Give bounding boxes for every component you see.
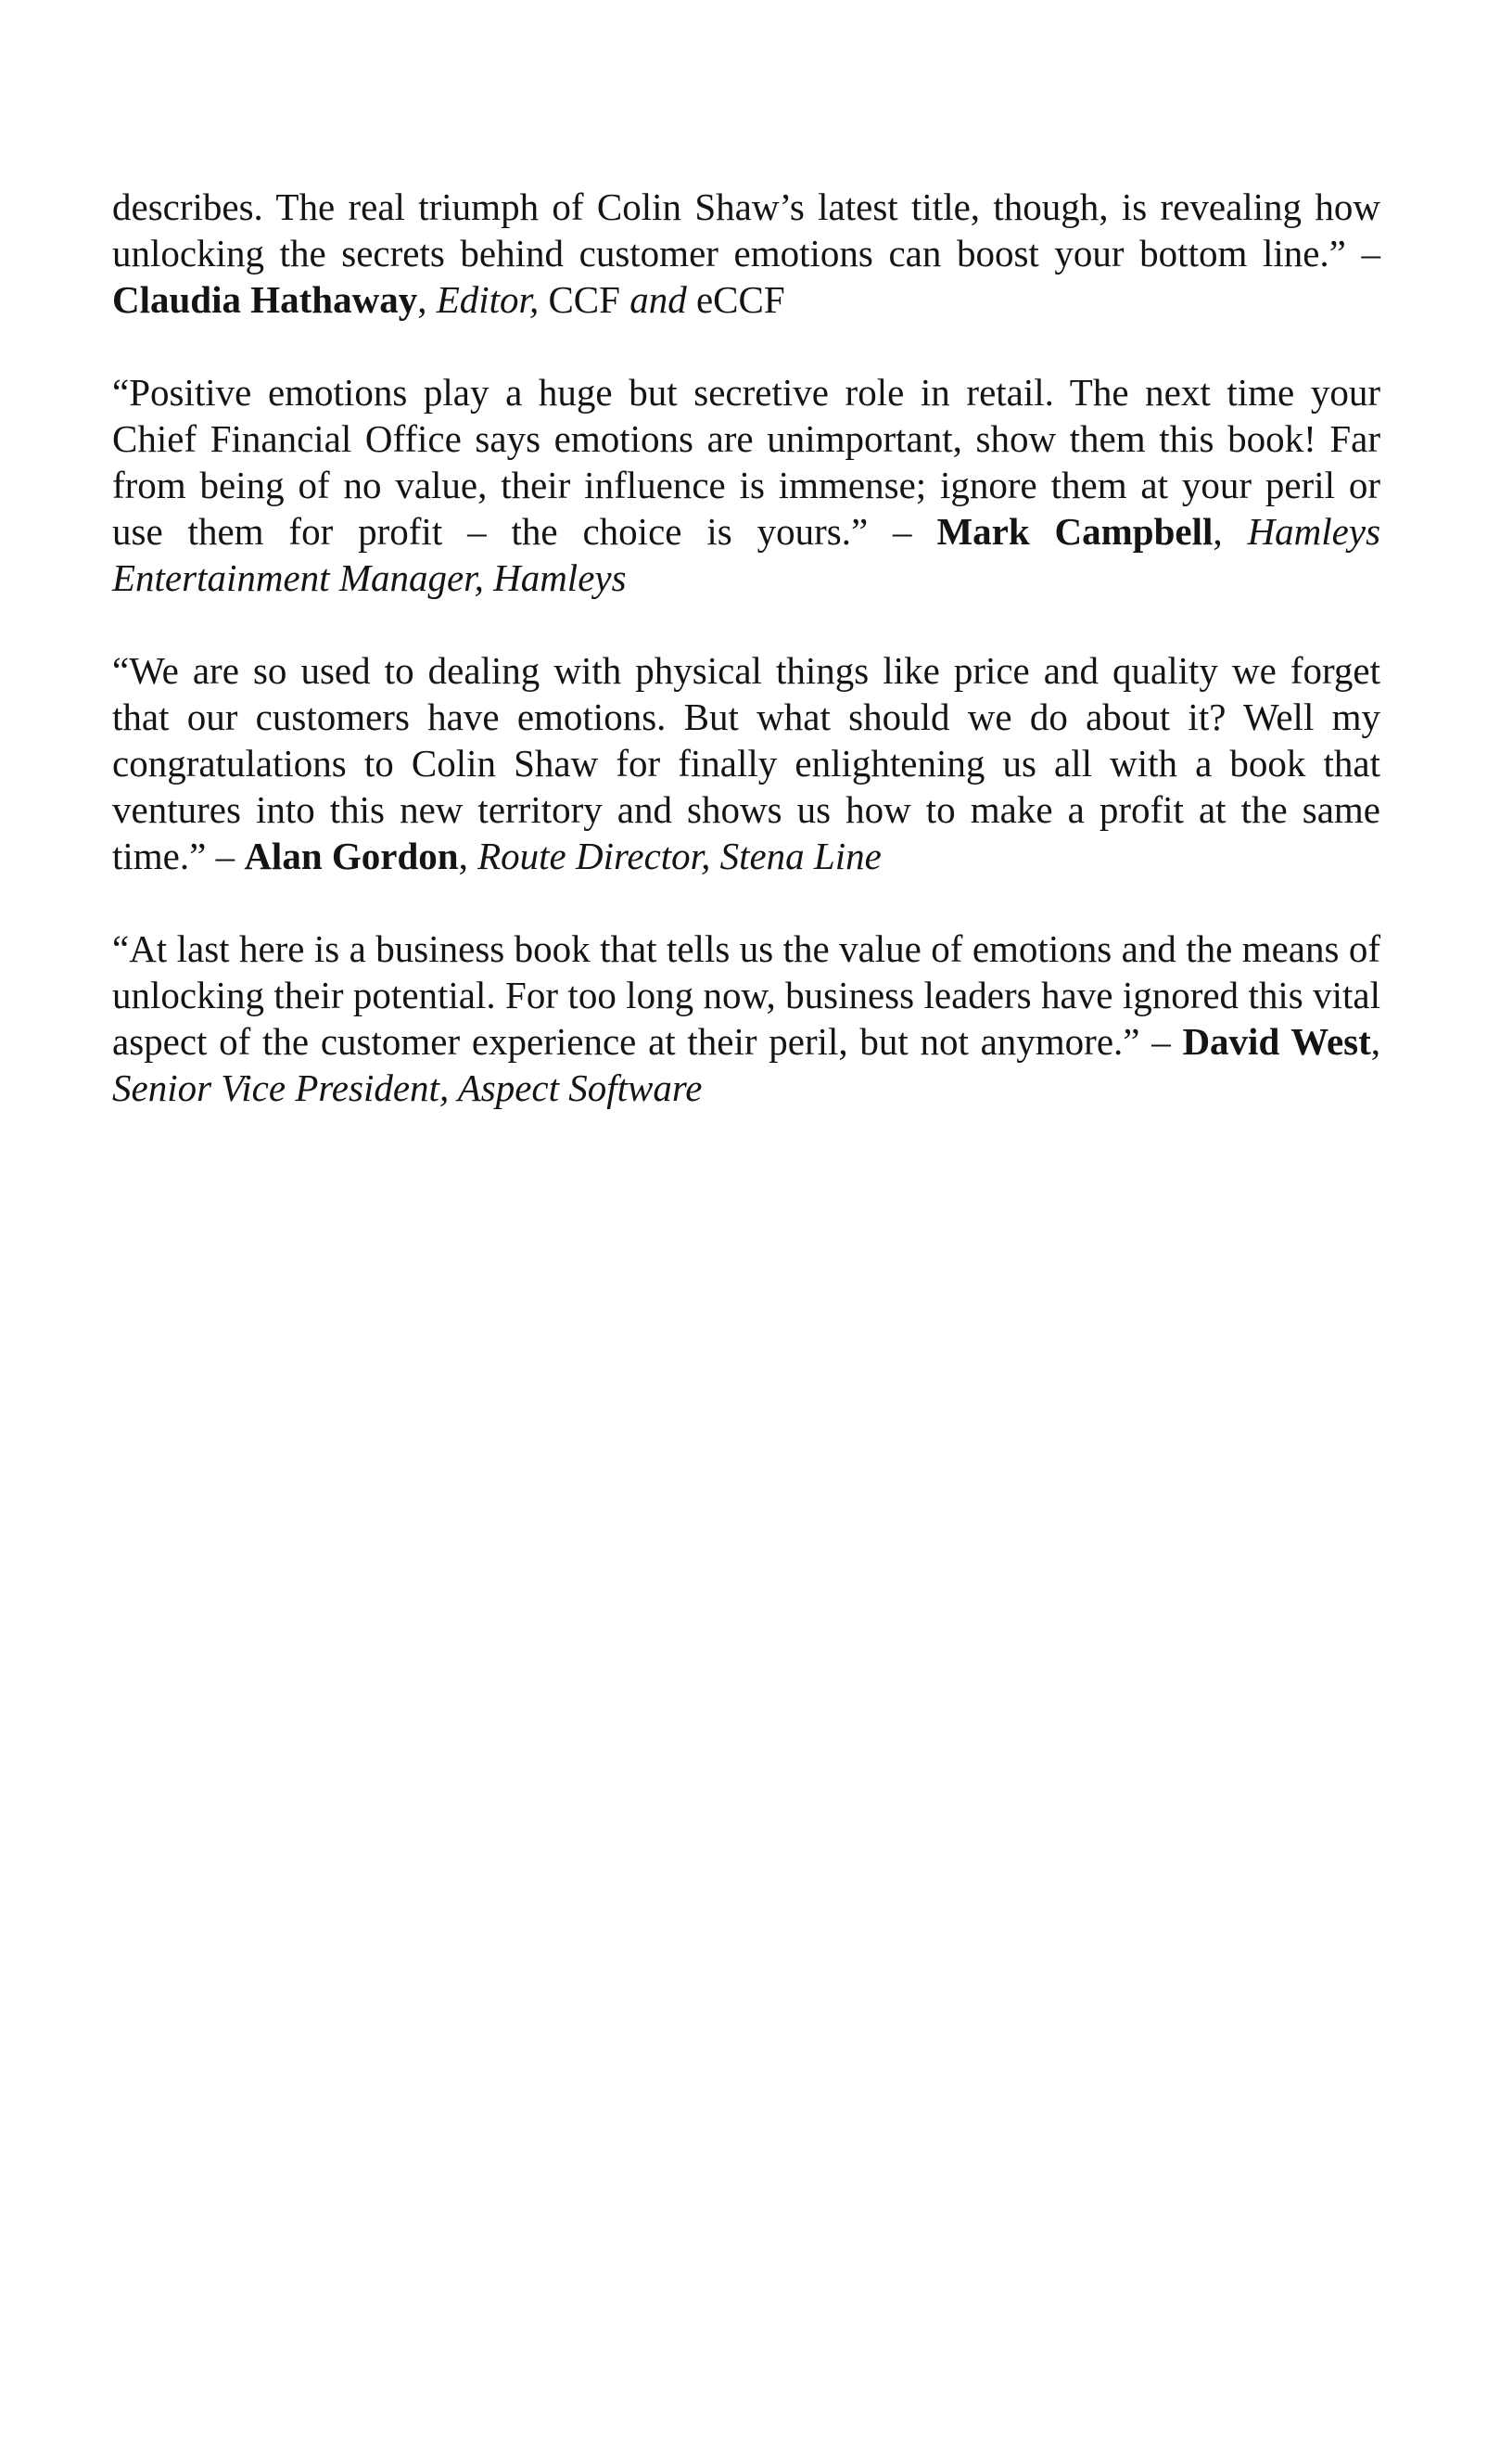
attribution-separator: , (1370, 1020, 1381, 1063)
attribution-role: Hamleys Entertainment Manager, Hamleys (112, 510, 1381, 599)
attribution-role: Senior Vice President, Aspect Software (112, 1066, 703, 1109)
attribution-dash: – (1345, 232, 1380, 274)
testimonial-alan-gordon (112, 647, 1380, 879)
attribution-separator: , (417, 278, 437, 321)
attribution-dash: – (1139, 1020, 1183, 1063)
attribution-dash: – (868, 510, 937, 553)
attribution-separator: , (1213, 510, 1248, 553)
testimonial-mark-campbell (112, 369, 1380, 601)
book-page (112, 184, 1380, 1157)
attribution-org-conjunction: and (629, 278, 687, 321)
attribution-separator: , (458, 835, 478, 877)
attribution-org-part: eCCF (686, 278, 785, 321)
attribution-role: Editor, (436, 278, 540, 321)
attribution-dash: – (206, 835, 245, 877)
attribution-name: Claudia Hathaway (112, 278, 418, 321)
testimonial-text: “At last here is a business book that tells us the value of emotions and the means of unlocking their potential. For too long now, business leaders have ignored this vital aspect of the customer experience at their peril, but not anymore.” (112, 927, 1380, 1063)
attribution-role: Route Director, Stena Line (477, 835, 882, 877)
attribution-name: David West (1182, 1020, 1371, 1063)
testimonial-text: “Positive emotions play a huge but secretive role in retail. The next time your Chief Financial Office says emotions are unimportant, show them this book! Far from being of no value, their influence is immense; ignore them at your peril or use them for profit – the choice is yours.” (112, 371, 1380, 553)
testimonial-text: “We are so used to dealing with physical things like price and quality we forget that our customers have emotions. But what should we do about it? Well my congratulations to Colin Shaw for finally enlightening us all with a book that ventures into this new territory and shows us how to make a profit at the same time.” (112, 649, 1380, 877)
testimonial-david-west (112, 926, 1380, 1111)
testimonial-text: describes. The real triumph of Colin Shaw’s latest title, though, is revealing how unlocking the secrets behind customer emotions can boost your bottom line.” (112, 185, 1380, 274)
attribution-org-part: CCF (539, 278, 630, 321)
testimonial-claudia-hathaway (112, 184, 1380, 323)
attribution-name: Alan Gordon (244, 835, 459, 877)
attribution-name: Mark Campbell (936, 510, 1214, 553)
